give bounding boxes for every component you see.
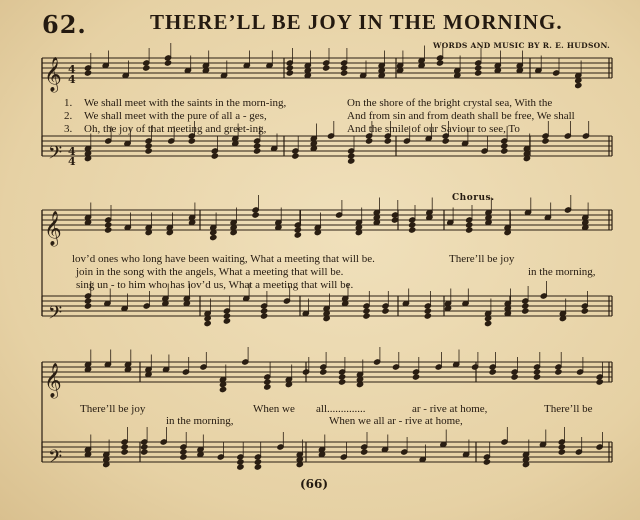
note-head [382,308,389,314]
note-head [180,454,187,460]
treble-clef-icon: 𝄞 [44,363,62,398]
note-head [141,444,148,450]
note-head [442,138,449,144]
note-head [424,308,431,314]
verse-1-number: 1. [64,97,73,109]
note-head [555,369,562,375]
page-number: (66) [300,477,329,491]
verse-3-line-b: And the smile of our Saviour to see, To [347,123,520,135]
clefs [44,57,62,472]
note-head [286,70,293,76]
note-head [84,303,91,309]
note-head [105,227,112,233]
note-head [141,449,148,455]
note-head [323,65,330,71]
note-head [339,374,346,380]
note-head [261,308,268,314]
bass-clef-icon: 𝄢 [48,303,63,328]
note-head [475,70,482,76]
note-head [121,444,128,450]
note-head [558,449,565,455]
verse-2-line-b: And from sin and from death shall be free, We shall [347,110,575,122]
verse-3-line-a: Oh, the joy of that meeting and greet-ing, [84,123,267,135]
note-head [254,459,261,465]
hymn-number: 62. [42,10,87,39]
note-head [409,222,416,228]
note-head [489,369,496,375]
note-head [363,313,370,319]
system3-lyric-b: When we [253,403,295,415]
note-head [294,227,301,233]
note-head [348,153,355,159]
note-head [466,227,473,233]
note-head [466,222,473,228]
note-head [320,369,327,375]
system3-lyric-d: ar - rive at home, [412,403,488,415]
verse-1-line-b: On the shore of the bright crystal sea, With the [347,97,553,109]
note-head [105,222,112,228]
note-head [180,449,187,455]
system2-lyric-line-2: join in the song with the angels, What a meeting that will be. [76,266,344,278]
note-head [522,308,529,314]
note-head [252,212,259,218]
time-signature-bottom: 4 [68,155,76,168]
note-head [145,143,152,149]
composer-credit: WORDS AND MUSIC BY R. E. HUDSON. [433,41,611,50]
chorus-lyric-b: in the morning, [528,266,596,278]
note-head [339,379,346,385]
hymn-title: THERE’LL BE JOY IN THE MORNING. [150,10,563,34]
note-head [581,308,588,314]
note-head [501,148,508,154]
note-head [237,459,244,465]
note-head [84,298,91,304]
time-signature-top: 4 [68,63,76,76]
bass-clef-icon: 𝄢 [48,143,63,168]
note-head [361,449,368,455]
note-head [294,232,301,238]
time-signature-bottom: 4 [68,73,76,86]
bass-clef-icon: 𝄢 [48,447,63,472]
note-head [436,60,443,66]
note-head [292,153,299,159]
chorus-label: Chorus. [452,193,495,203]
note-head [84,70,91,76]
note-head [412,374,419,380]
treble-clef-icon: 𝄞 [44,57,62,92]
note-head [264,384,271,390]
verse-2-number: 2. [64,110,73,122]
system2-lyric-line-3: sing un - to him who has lov’d us, What a meeting that will be. [76,279,354,291]
note-head [219,386,226,392]
note-head [143,65,150,71]
note-head [237,464,244,470]
note-head [121,449,128,455]
system3-lyric-a: There’ll be joy [80,403,146,415]
note-head [211,153,218,159]
note-head [164,60,171,66]
note-head [264,379,271,385]
note-head [223,313,230,319]
system2-lyric-line-1: lov’d ones who long have been waiting, What a meeting that will be. [72,253,375,265]
note-head [485,320,492,326]
verse-1-line-a: We shall meet with the saints in the morn-ing, [84,97,287,109]
note-head [286,65,293,71]
note-head [366,138,373,144]
system3-lyric-g: When we all ar - rive at home, [329,415,463,427]
note-head [348,158,355,164]
treble-clef-icon: 𝄞 [44,211,62,246]
note-head [384,138,391,144]
system3-lyric-e: There’ll be [544,403,593,415]
chorus-lyric-a: There’ll be joy [449,253,515,265]
system3-lyric-c: all.............. [316,403,366,415]
time-signature-top: 4 [68,145,76,158]
note-head [483,459,490,465]
note-head [522,303,529,309]
verse-2-line-a: We shall meet with the pure of all a - ges, [84,110,267,122]
note-head [341,70,348,76]
note-head [575,82,582,88]
note-head [596,379,603,385]
note-head [542,138,549,144]
note-head [210,234,217,240]
note-head [533,369,540,375]
note-head [204,320,211,326]
note-head [501,143,508,149]
system3-lyric-f: in the morning, [166,415,234,427]
note-head [558,444,565,450]
note-head [475,65,482,71]
note-head [424,313,431,319]
note-head [188,138,195,144]
note-head [254,148,261,154]
note-head [409,227,416,233]
note-head [341,65,348,71]
note-head [223,318,230,324]
note-head [254,464,261,470]
note-head [261,313,268,319]
note-head [254,143,261,149]
note-head [511,374,518,380]
note-head [533,374,540,380]
note-head [363,308,370,314]
verse-3-number: 3. [64,123,73,135]
note-head [145,148,152,154]
